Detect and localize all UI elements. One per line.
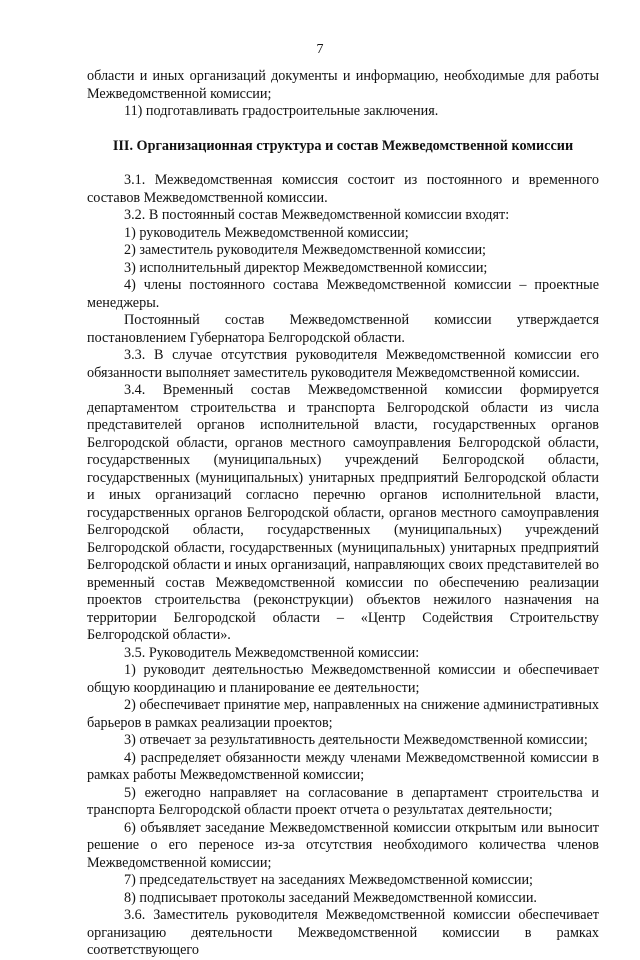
list-item: 4) распределяет обязанности между членами Межведомственной комиссии в рамках работы Межведомственной комиссии;	[87, 749, 599, 783]
list-item: 1) руководит деятельностью Межведомственной комиссии и обеспечивает общую координацию и планирование ее деятельности;	[87, 662, 599, 696]
paragraph-continuation: области и иных организаций документы и информацию, необходимые для работы Межведомственной комиссии;	[87, 68, 599, 102]
page-number: 7	[316, 42, 324, 57]
list-item: 2) заместитель руководителя Межведомственной комиссии;	[124, 242, 486, 258]
section-heading: III. Организационная структура и состав Межведомственной комиссии	[112, 137, 574, 154]
paragraph-3-3: 3.3. В случае отсутствия руководителя Межведомственной комиссии его обязанности выполняет заместитель руководителя Межведомственной комиссии.	[87, 347, 599, 381]
list-item: 1) руководитель Межведомственной комиссии;	[124, 224, 409, 241]
list-item: 8) подписывает протоколы заседаний Межведомственной комиссии.	[124, 889, 537, 906]
list-item: 3) отвечает за результативность деятельности Межведомственной комиссии;	[124, 732, 588, 748]
list-item: 2) обеспечивает принятие мер, направленных на снижение административных барьеров в рамках реализации проектов;	[87, 697, 599, 731]
paragraph-3-2: 3.2. В постоянный состав Межведомственной комиссии входят:	[124, 207, 510, 223]
paragraph-3-6: 3.6. Заместитель руководителя Межведомственной комиссии обеспечивает организацию деятельности Межведомственной комиссии в рамках соответствующего	[87, 907, 599, 958]
paragraph-3-5: 3.5. Руководитель Межведомственной комиссии:	[124, 644, 420, 661]
list-item: 6) объявляет заседание Межведомственной комиссии открытым или выносит решение о его переносе из-за отсутствия необходимого количества членов Межведомственной комиссии;	[87, 819, 599, 871]
list-item: 3) исполнительный директор Межведомственной комиссии;	[124, 259, 488, 276]
list-item: 4) члены постоянного состава Межведомственной комиссии – проектные менеджеры.	[87, 277, 599, 311]
document-body	[87, 68, 599, 960]
list-item-11: 11) подготавливать градостроительные заключения.	[124, 103, 439, 119]
list-item: 7) председательствует на заседаниях Межведомственной комиссии;	[124, 872, 533, 888]
paragraph-3-1: 3.1. Межведомственная комиссия состоит из постоянного и временного составов Межведомственной комиссии.	[87, 172, 599, 206]
paragraph-3-4: 3.4. Временный состав Межведомственной комиссии формируется департаментом строительства и транспорта Белгородской области из числа представителей органов исполнительной власти, государственных органов Белгородской области, органов местного самоуправления Белгородской области, государственных (муниципальных) учреждений Белгородской области, государственных (муниципальных) унитарных предприятий Белгородской области и иных организаций согласно перечню органов исполнительной власти, государственных органов Белгородской области, органов местного самоуправления Белгородской области, государственных (муниципальных) учреждений Белгородской области, государственных (муниципальных) унитарных предприятий Белгородской области и иных организаций, направляющих своих представителей во временный состав Межведомственной комиссии по обеспечению реализации проектов строительства (реконструкции) объектов нежилого назначения на территории Белгородской области – «Центр Содействия Строительству Белгородской области».	[87, 382, 599, 643]
paragraph-permanent-composition: Постоянный состав Межведомственной комиссии утверждается постановлением Губернатора Белгородской области.	[87, 312, 599, 346]
list-item: 5) ежегодно направляет на согласование в департамент строительства и транспорта Белгородской области проект отчета о результатах деятельности;	[87, 784, 599, 818]
